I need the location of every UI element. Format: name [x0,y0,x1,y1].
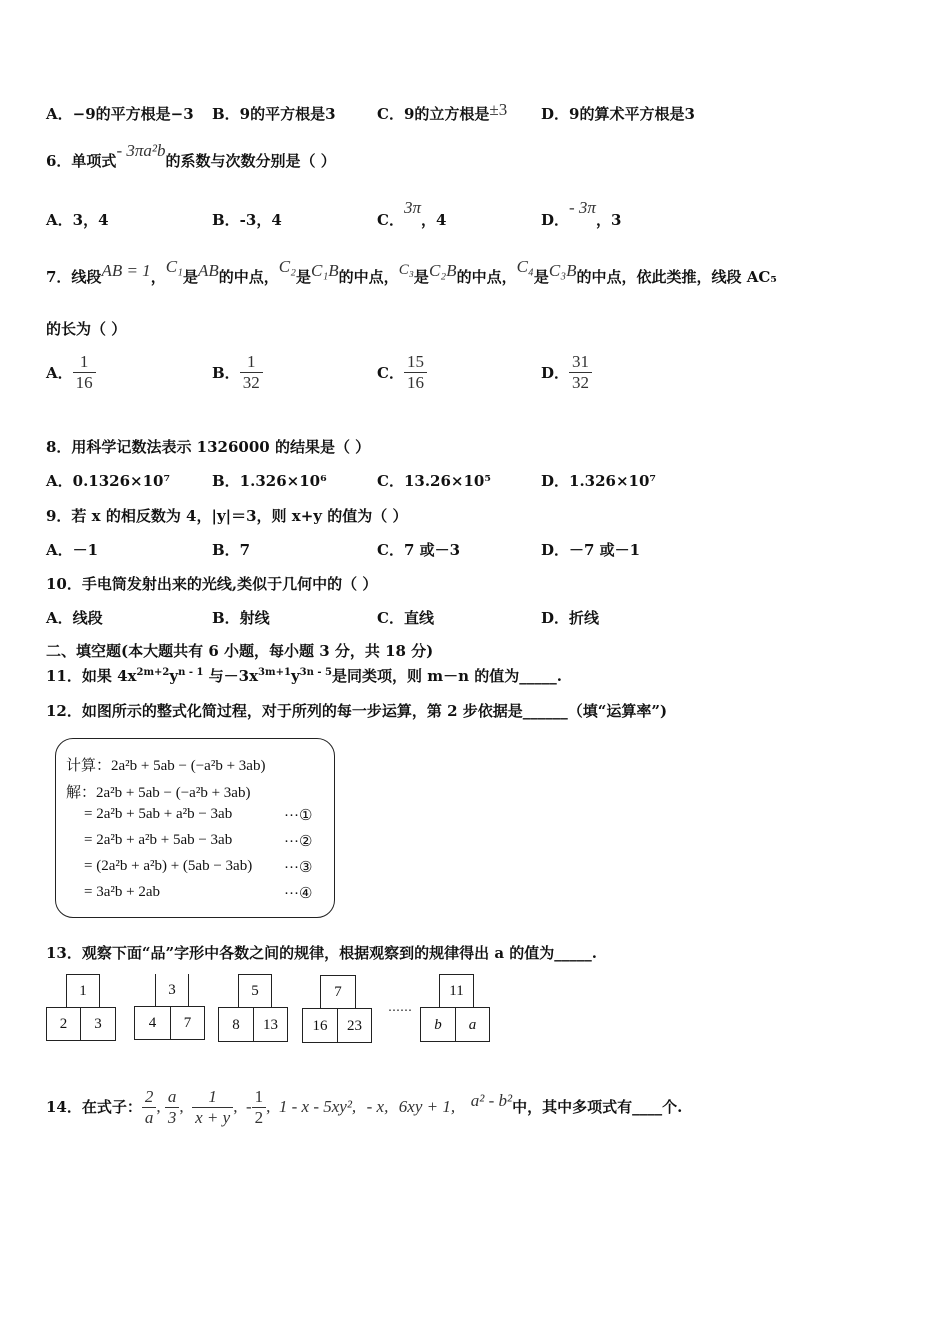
q7-c1: C₁ [165,257,183,276]
q11-suffix: 是同类项，则 m－n 的值为_____. [331,667,562,685]
q14-f4-den: 2 [254,1107,264,1127]
q6-option-d-math: - 3π [569,198,596,217]
q7-mid-3: 的中点， [456,268,517,286]
q14-f4-num: 1 [252,1087,267,1108]
q14-f2-den: 3 [167,1107,177,1127]
pin-group-4-left: 16 [302,1008,338,1043]
q14-f4-sign: - [245,1097,252,1116]
q7-option-a-den: 16 [75,373,93,392]
pin-group-3-right: 13 [253,1007,288,1042]
q7-c3: C₃ [398,262,414,278]
q7-option-b-den: 32 [242,373,260,392]
section-heading: 二、填空题(本大题共有 6 小题，每小题 3 分，共 18 分) [46,642,434,660]
pin-group-4-right: 23 [337,1008,372,1043]
q13-stem: 13．观察下面“品”字形中各数之间的规律，根据观察到的规律得出 a 的值为_____. [46,944,598,962]
pin-group-3-left: 8 [218,1007,254,1042]
q7-option-c-fraction [404,352,427,393]
q7-option-c [377,352,427,393]
q11-exp4: 3n - 5 [299,667,332,678]
calc-line-1: 计算：2a²b + 5ab − (−a²b + 3ab) [66,758,266,774]
q10-option-b: B．射线 [212,609,270,627]
q9-stem: 9．若 x 的相反数为 4，|y|＝3，则 x+y 的值为（ ） [46,507,408,525]
q6-option-c-label: C． [377,211,404,229]
q7-option-d-num: 31 [569,352,592,373]
calc-step-4: ···④ [284,886,313,902]
q7-option-c-num: 15 [404,352,427,373]
q7-mid-1: 的中点， [218,268,279,286]
q6-option-b: B．-3，4 [212,211,282,229]
q7-is-4: 是 [533,268,549,286]
q10-option-c: C．直线 [377,609,434,627]
q7-stem-line2: 的长为（ ） [46,320,127,338]
calc-line-5: = (2a²b + a²b) + (5ab − 3ab) [84,858,253,874]
q7-option-a-num: 1 [73,352,96,373]
q7-c3b: C₃B [548,261,577,280]
q11-exp1: 2m+2 [136,667,170,678]
q7-option-c-label: C． [377,364,404,382]
pin-group-1-left: 2 [46,1007,81,1041]
q11-exp3: 3m+1 [258,667,291,678]
q8-option-a: A．0.1326×10⁷ [46,472,171,490]
q7-c4: C₄ [516,257,534,276]
q6-stem [46,141,336,171]
calc-step-1: ···① [284,808,313,824]
q6-option-c [377,198,447,230]
q14-expr-5: 1 - x - 5xy², [278,1097,357,1116]
q14-suffix: 中，其中多项式有____个. [512,1098,683,1116]
pin-group-2-right: 7 [170,1006,205,1040]
q14-f2-num: a [165,1087,180,1108]
q11-stem [46,665,562,686]
q7-option-d [541,352,592,393]
q11-exp2: n - 1 [178,667,204,678]
calc-line-3: = 2a²b + 5ab + a²b − 3ab [84,806,233,822]
q8-option-d: D．1.326×10⁷ [541,472,656,490]
q7-option-d-fraction [569,352,592,393]
q14-f1-num: 2 [142,1087,157,1108]
q6-option-d [541,198,622,230]
q7-option-b-fraction [240,352,263,393]
q10-stem: 10．手电筒发射出来的光线,类似于几何中的（ ） [46,575,378,593]
q6-suffix: 的系数与次数分别是（ ） [165,152,336,170]
q7-ab: AB [197,261,219,280]
q9-option-d: D．－7 或－1 [541,541,641,559]
q11-y1: y [169,667,179,685]
q7-prefix: 7．线段 [46,268,102,286]
q5-option-c-math: ±3 [489,100,508,119]
q9-option-a: A．－1 [46,541,99,559]
q9-option-b: B．7 [212,541,251,559]
q7-option-b-num: 1 [240,352,263,373]
q6-prefix: 6．单项式 [46,152,117,170]
q7-is-2: 是 [296,268,312,286]
q7-option-d-label: D． [541,364,570,382]
q8-option-b: B．1.326×10⁶ [212,472,327,490]
q7-mid-2: 的中点， [338,268,399,286]
q6-option-d-label: D． [541,211,570,229]
q7-tail: 的中点，依此类推，线段 AC₅ [576,268,777,286]
q6-option-c-tail: ，4 [420,211,447,229]
q12-stem: 12．如图所示的整式化简过程，对于所列的每一步运算，第 2 步依据是______（填“运算率”) [46,702,668,720]
q14-fraction-4 [252,1087,267,1128]
q14-expr-8: a² - b² [470,1091,513,1110]
q7-option-b [212,352,263,393]
q14-prefix: 14．在式子： [46,1098,142,1116]
q14-f1-den: a [144,1107,154,1127]
pin-group-5-top: 11 [439,974,474,1008]
pin-dots: …… [388,1000,412,1014]
q5-option-b: B．9的平方根是3 [212,105,336,123]
q7-c2b: C₂B [428,261,457,280]
q5-option-d: D．9的算术平方根是3 [541,105,695,123]
q7-c1b: C₁B [311,261,339,280]
q8-stem: 8．用科学记数法表示 1326000 的结果是（ ） [46,438,371,456]
pin-group-2-left: 4 [134,1006,171,1040]
q11-y2: y [290,667,300,685]
q6-option-d-tail: ，3 [595,211,622,229]
pin-group-3-top: 5 [238,974,272,1008]
q5-option-c [377,100,508,124]
q5-option-c-label: C．9的立方根是 [377,105,490,123]
q6-option-a: A．3，4 [46,211,109,229]
q7-option-a [46,352,96,393]
q14-fraction-2 [165,1087,180,1128]
q7-option-b-label: B． [212,364,240,382]
q10-option-d: D．折线 [541,609,600,627]
q11-prefix: 11．如果 4x [46,667,137,685]
q7-option-a-fraction [73,352,96,393]
q7-stem-line1: 7．线段AB = 1，C₁是AB的中点，C₂是C₁B的中点，C₃是C₂B的中点，C₄是C₃B的中点，依此类推，线段 AC₅ [46,257,777,286]
q14-stem: 14．在式子： $\frac{2}{a}$ , $\frac{a}{3}$ , $\frac{1}{x + y}$ , - $\frac{1}{2}$ , 1 - x - 5xy², - x, 6xy + 1, a² - b²中，其中多项式有____个. [46,1086,683,1127]
q14-f3-num: 1 [192,1087,233,1108]
pin-group-5-right: a [455,1007,490,1042]
q6-monomial: - 3πa²b [116,141,166,160]
pin-group-5-left: b [420,1007,456,1042]
calc-step-2: ···② [284,834,313,850]
q7-is-1: 是 [182,268,198,286]
q7-option-c-den: 16 [406,373,424,392]
q5-option-a: A．−9的平方根是−3 [46,105,194,123]
q9-option-c: C．7 或－3 [377,541,461,559]
q11-mid: 与－3x [203,667,259,685]
calc-line-6: = 3a²b + 2ab [84,884,160,900]
q14-fraction-3 [192,1087,233,1128]
q14-expr-6: - x, [366,1097,389,1116]
pin-group-1-right: 3 [80,1007,116,1041]
pin-group-1-top: 1 [66,974,100,1008]
q8-option-c: C．13.26×10⁵ [377,472,491,490]
q7-is-3: 是 [413,268,429,286]
q6-option-c-math: 3π [403,198,421,217]
q14-f3-den: x + y [195,1107,231,1127]
calc-line-4: = 2a²b + a²b + 5ab − 3ab [84,832,233,848]
q10-option-a: A．线段 [46,609,103,627]
q7-c2: C₂ [278,257,297,276]
q7-option-a-label: A． [46,364,73,382]
pin-group-2-top: 3 [155,974,189,1007]
calc-line-2: 解：2a²b + 5ab − (−a²b + 3ab) [66,785,251,801]
calc-step-3: ···③ [284,860,313,876]
pin-group-4-top: 7 [320,975,356,1009]
q7-ab-eq: AB = 1 [101,261,151,280]
q7-option-d-den: 32 [572,373,590,392]
q14-fraction-1 [142,1087,157,1128]
q14-expr-7: 6xy + 1, [398,1097,456,1116]
